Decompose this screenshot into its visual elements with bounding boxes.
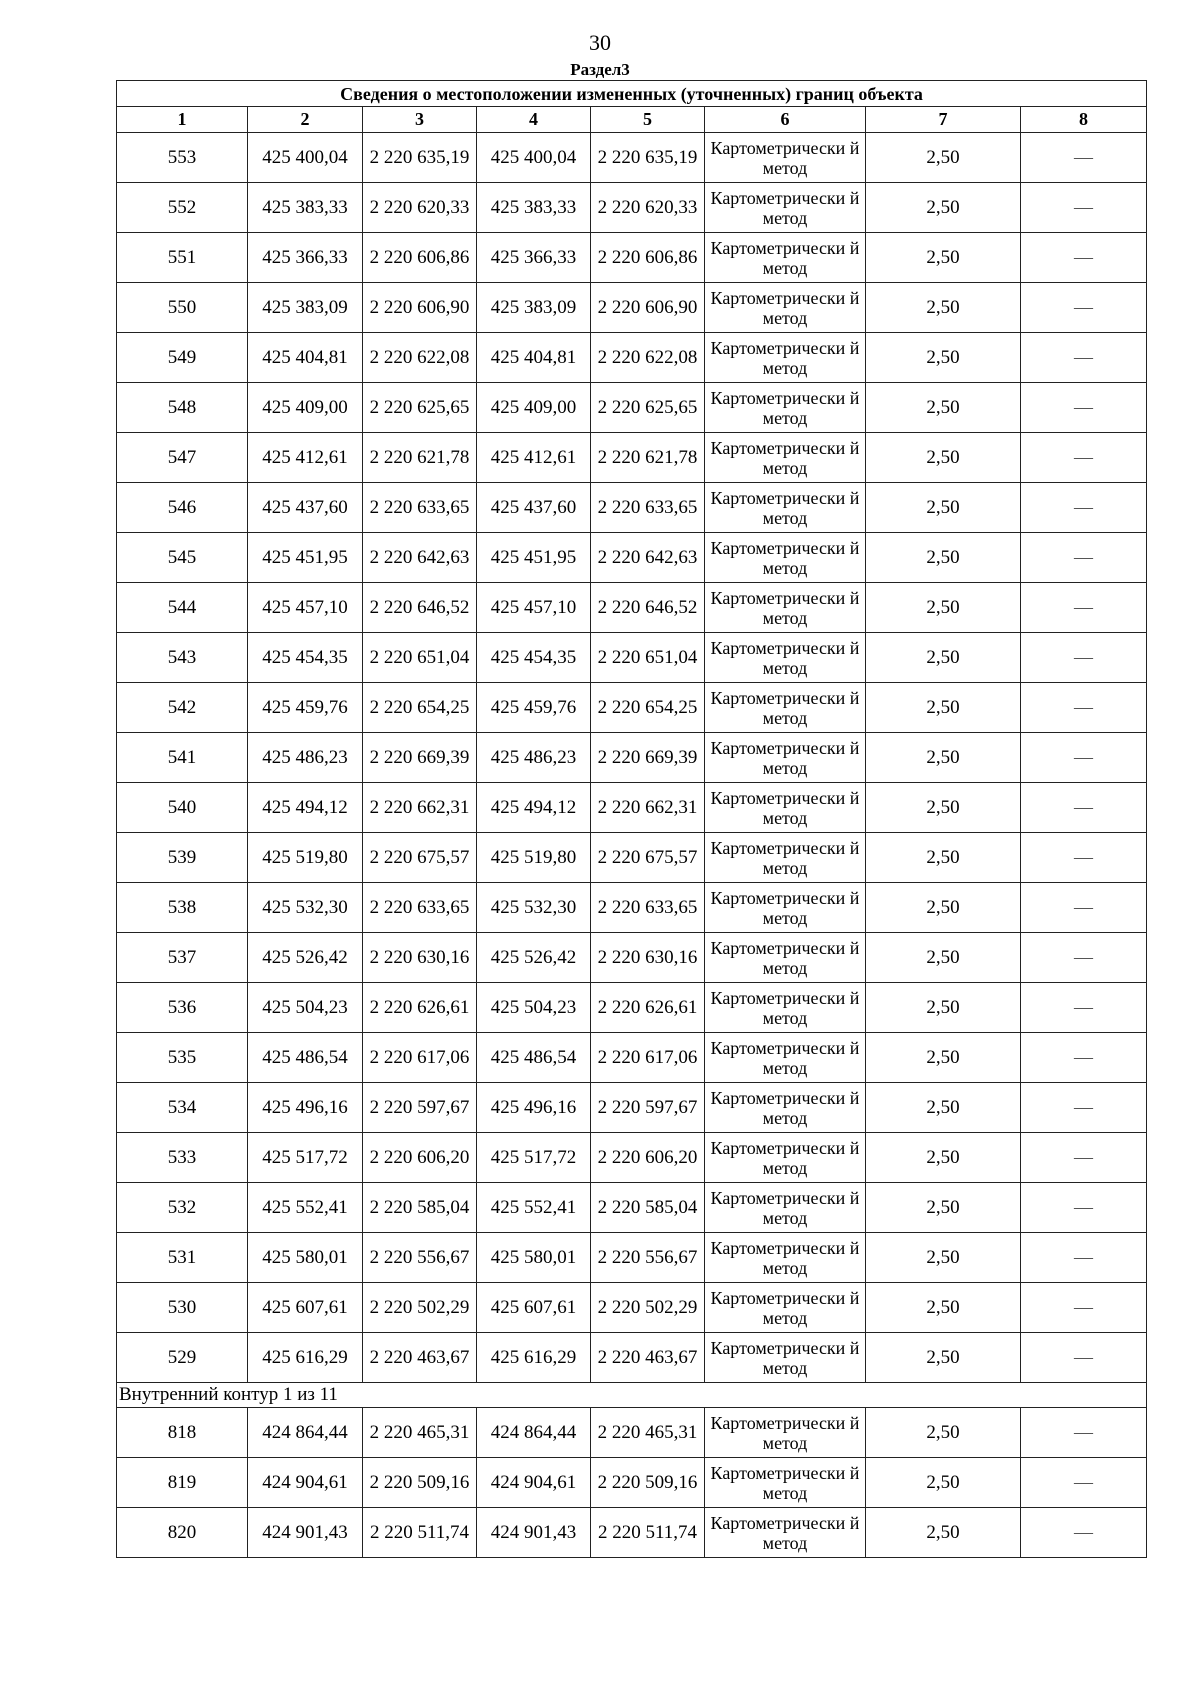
- method-cell: Картометрически й метод: [705, 683, 866, 733]
- table-row: [117, 933, 1147, 983]
- y-existing-cell: 2 220 630,16: [363, 933, 477, 983]
- precision-cell: 2,50: [866, 583, 1021, 633]
- y-existing-cell: 2 220 675,57: [363, 833, 477, 883]
- column-header-4: 4: [477, 107, 591, 133]
- method-cell: Картометрически й метод: [705, 833, 866, 883]
- x-refined-cell: 425 526,42: [477, 933, 591, 983]
- table-row: [117, 1033, 1147, 1083]
- method-cell: Картометрически й метод: [705, 1333, 866, 1383]
- point-number-cell: 548: [117, 383, 248, 433]
- y-refined-cell: 2 220 585,04: [591, 1183, 705, 1233]
- method-cell: Картометрически й метод: [705, 1408, 866, 1458]
- x-refined-cell: 425 486,23: [477, 733, 591, 783]
- y-existing-cell: 2 220 669,39: [363, 733, 477, 783]
- page-number: 30: [589, 30, 611, 55]
- method-cell: Картометрически й метод: [705, 583, 866, 633]
- note-cell: —: [1021, 1333, 1147, 1383]
- x-existing-cell: 425 457,10: [248, 583, 363, 633]
- y-refined-cell: 2 220 642,63: [591, 533, 705, 583]
- y-refined-cell: 2 220 606,20: [591, 1133, 705, 1183]
- point-number-cell: 552: [117, 183, 248, 233]
- point-number-cell: 549: [117, 333, 248, 383]
- y-refined-cell: 2 220 617,06: [591, 1033, 705, 1083]
- table-row: [117, 733, 1147, 783]
- point-number-cell: 538: [117, 883, 248, 933]
- method-cell: Картометрически й метод: [705, 933, 866, 983]
- note-cell: —: [1021, 233, 1147, 283]
- note-cell: —: [1021, 1033, 1147, 1083]
- y-refined-cell: 2 220 630,16: [591, 933, 705, 983]
- table-row: [117, 133, 1147, 183]
- point-number-cell: 542: [117, 683, 248, 733]
- note-cell: —: [1021, 1183, 1147, 1233]
- x-existing-cell: 425 496,16: [248, 1083, 363, 1133]
- x-existing-cell: 425 404,81: [248, 333, 363, 383]
- precision-cell: 2,50: [866, 1033, 1021, 1083]
- method-cell: Картометрически й метод: [705, 533, 866, 583]
- precision-cell: 2,50: [866, 433, 1021, 483]
- contour-label: Внутренний контур 1 из 11: [117, 1383, 1147, 1408]
- method-cell: Картометрически й метод: [705, 233, 866, 283]
- note-cell: —: [1021, 633, 1147, 683]
- x-refined-cell: 425 486,54: [477, 1033, 591, 1083]
- x-existing-cell: 425 409,00: [248, 383, 363, 433]
- x-existing-cell: 425 366,33: [248, 233, 363, 283]
- note-cell: —: [1021, 1133, 1147, 1183]
- point-number-cell: 539: [117, 833, 248, 883]
- table-caption: Сведения о местоположении измененных (уточненных) границ объекта: [117, 81, 1147, 107]
- precision-cell: 2,50: [866, 1133, 1021, 1183]
- table-row: [117, 783, 1147, 833]
- table-row: [117, 1283, 1147, 1333]
- y-existing-cell: 2 220 597,67: [363, 1083, 477, 1133]
- column-header-3: 3: [363, 107, 477, 133]
- y-existing-cell: 2 220 606,20: [363, 1133, 477, 1183]
- precision-cell: 2,50: [866, 233, 1021, 283]
- x-refined-cell: 424 904,61: [477, 1458, 591, 1508]
- method-cell: Картометрически й метод: [705, 1033, 866, 1083]
- y-existing-cell: 2 220 463,67: [363, 1333, 477, 1383]
- y-refined-cell: 2 220 556,67: [591, 1233, 705, 1283]
- note-cell: —: [1021, 433, 1147, 483]
- point-number-cell: 534: [117, 1083, 248, 1133]
- method-cell: Картометрически й метод: [705, 183, 866, 233]
- table-row: [117, 1333, 1147, 1383]
- note-cell: —: [1021, 983, 1147, 1033]
- x-existing-cell: 425 486,54: [248, 1033, 363, 1083]
- note-cell: —: [1021, 133, 1147, 183]
- note-cell: —: [1021, 833, 1147, 883]
- x-existing-cell: 425 486,23: [248, 733, 363, 783]
- method-cell: Картометрически й метод: [705, 1183, 866, 1233]
- precision-cell: 2,50: [866, 633, 1021, 683]
- precision-cell: 2,50: [866, 833, 1021, 883]
- y-refined-cell: 2 220 597,67: [591, 1083, 705, 1133]
- point-number-cell: 819: [117, 1458, 248, 1508]
- note-cell: —: [1021, 783, 1147, 833]
- y-existing-cell: 2 220 606,86: [363, 233, 477, 283]
- table-row: [117, 1233, 1147, 1283]
- column-header-5: 5: [591, 107, 705, 133]
- note-cell: —: [1021, 1233, 1147, 1283]
- table-row: [117, 233, 1147, 283]
- y-existing-cell: 2 220 617,06: [363, 1033, 477, 1083]
- method-cell: Картометрически й метод: [705, 783, 866, 833]
- x-existing-cell: 425 552,41: [248, 1183, 363, 1233]
- column-header-1: 1: [117, 107, 248, 133]
- y-existing-cell: 2 220 622,08: [363, 333, 477, 383]
- x-refined-cell: 425 400,04: [477, 133, 591, 183]
- y-refined-cell: 2 220 675,57: [591, 833, 705, 883]
- x-refined-cell: 425 437,60: [477, 483, 591, 533]
- note-cell: —: [1021, 383, 1147, 433]
- point-number-cell: 544: [117, 583, 248, 633]
- column-number-row: [117, 107, 1147, 133]
- x-refined-cell: 425 519,80: [477, 833, 591, 883]
- method-cell: Картометрически й метод: [705, 1283, 866, 1333]
- note-cell: —: [1021, 1283, 1147, 1333]
- y-existing-cell: 2 220 633,65: [363, 883, 477, 933]
- x-existing-cell: 425 607,61: [248, 1283, 363, 1333]
- method-cell: Картометрически й метод: [705, 733, 866, 783]
- note-cell: —: [1021, 883, 1147, 933]
- x-refined-cell: 425 412,61: [477, 433, 591, 483]
- x-refined-cell: 425 457,10: [477, 583, 591, 633]
- method-cell: Картометрически й метод: [705, 1458, 866, 1508]
- x-refined-cell: 425 552,41: [477, 1183, 591, 1233]
- section-title: Раздел3: [570, 60, 630, 79]
- x-refined-cell: 424 901,43: [477, 1508, 591, 1558]
- table-row: [117, 283, 1147, 333]
- x-refined-cell: 425 459,76: [477, 683, 591, 733]
- table-row: [117, 883, 1147, 933]
- x-existing-cell: 425 494,12: [248, 783, 363, 833]
- point-number-cell: 551: [117, 233, 248, 283]
- note-cell: —: [1021, 583, 1147, 633]
- y-refined-cell: 2 220 606,86: [591, 233, 705, 283]
- method-cell: Картометрически й метод: [705, 1133, 866, 1183]
- point-number-cell: 540: [117, 783, 248, 833]
- x-existing-cell: 425 517,72: [248, 1133, 363, 1183]
- point-number-cell: 820: [117, 1508, 248, 1558]
- precision-cell: 2,50: [866, 333, 1021, 383]
- point-number-cell: 543: [117, 633, 248, 683]
- note-cell: —: [1021, 1508, 1147, 1558]
- y-existing-cell: 2 220 651,04: [363, 633, 477, 683]
- x-refined-cell: 425 383,09: [477, 283, 591, 333]
- y-refined-cell: 2 220 621,78: [591, 433, 705, 483]
- precision-cell: 2,50: [866, 183, 1021, 233]
- precision-cell: 2,50: [866, 983, 1021, 1033]
- point-number-cell: 537: [117, 933, 248, 983]
- x-refined-cell: 425 409,00: [477, 383, 591, 433]
- y-existing-cell: 2 220 626,61: [363, 983, 477, 1033]
- table-row: [117, 333, 1147, 383]
- point-number-cell: 553: [117, 133, 248, 183]
- table-row: [117, 533, 1147, 583]
- y-existing-cell: 2 220 642,63: [363, 533, 477, 583]
- y-existing-cell: 2 220 585,04: [363, 1183, 477, 1233]
- y-existing-cell: 2 220 620,33: [363, 183, 477, 233]
- table-row: [117, 483, 1147, 533]
- x-refined-cell: 425 404,81: [477, 333, 591, 383]
- method-cell: Картометрически й метод: [705, 283, 866, 333]
- y-refined-cell: 2 220 633,65: [591, 483, 705, 533]
- y-refined-cell: 2 220 646,52: [591, 583, 705, 633]
- y-existing-cell: 2 220 556,67: [363, 1233, 477, 1283]
- point-number-cell: 546: [117, 483, 248, 533]
- method-cell: Картометрически й метод: [705, 133, 866, 183]
- y-existing-cell: 2 220 635,19: [363, 133, 477, 183]
- x-existing-cell: 425 383,33: [248, 183, 363, 233]
- y-existing-cell: 2 220 606,90: [363, 283, 477, 333]
- x-existing-cell: 425 532,30: [248, 883, 363, 933]
- method-cell: Картометрически й метод: [705, 1233, 866, 1283]
- boundary-points-table: [116, 80, 1147, 1558]
- y-existing-cell: 2 220 502,29: [363, 1283, 477, 1333]
- table-row: [117, 433, 1147, 483]
- table-row: [117, 833, 1147, 883]
- table-row: [117, 1083, 1147, 1133]
- method-cell: Картометрически й метод: [705, 983, 866, 1033]
- y-existing-cell: 2 220 662,31: [363, 783, 477, 833]
- note-cell: —: [1021, 1458, 1147, 1508]
- x-refined-cell: 425 383,33: [477, 183, 591, 233]
- y-refined-cell: 2 220 625,65: [591, 383, 705, 433]
- y-refined-cell: 2 220 662,31: [591, 783, 705, 833]
- y-existing-cell: 2 220 621,78: [363, 433, 477, 483]
- note-cell: —: [1021, 533, 1147, 583]
- note-cell: —: [1021, 333, 1147, 383]
- x-refined-cell: 425 532,30: [477, 883, 591, 933]
- x-refined-cell: 424 864,44: [477, 1408, 591, 1458]
- method-cell: Картометрически й метод: [705, 383, 866, 433]
- note-cell: —: [1021, 183, 1147, 233]
- x-existing-cell: 425 459,76: [248, 683, 363, 733]
- point-number-cell: 541: [117, 733, 248, 783]
- x-existing-cell: 424 901,43: [248, 1508, 363, 1558]
- point-number-cell: 532: [117, 1183, 248, 1233]
- x-refined-cell: 425 580,01: [477, 1233, 591, 1283]
- precision-cell: 2,50: [866, 683, 1021, 733]
- x-existing-cell: 424 904,61: [248, 1458, 363, 1508]
- x-refined-cell: 425 517,72: [477, 1133, 591, 1183]
- table-body: [117, 133, 1147, 1558]
- point-number-cell: 529: [117, 1333, 248, 1383]
- x-existing-cell: 425 437,60: [248, 483, 363, 533]
- y-refined-cell: 2 220 651,04: [591, 633, 705, 683]
- note-cell: —: [1021, 1083, 1147, 1133]
- y-existing-cell: 2 220 625,65: [363, 383, 477, 433]
- precision-cell: 2,50: [866, 133, 1021, 183]
- point-number-cell: 531: [117, 1233, 248, 1283]
- x-existing-cell: 425 412,61: [248, 433, 363, 483]
- point-number-cell: 547: [117, 433, 248, 483]
- x-refined-cell: 425 504,23: [477, 983, 591, 1033]
- point-number-cell: 545: [117, 533, 248, 583]
- point-number-cell: 535: [117, 1033, 248, 1083]
- method-cell: Картометрически й метод: [705, 1083, 866, 1133]
- y-refined-cell: 2 220 669,39: [591, 733, 705, 783]
- note-cell: —: [1021, 283, 1147, 333]
- contour-header-row: [117, 1383, 1147, 1408]
- precision-cell: 2,50: [866, 383, 1021, 433]
- precision-cell: 2,50: [866, 883, 1021, 933]
- y-refined-cell: 2 220 654,25: [591, 683, 705, 733]
- method-cell: Картометрически й метод: [705, 483, 866, 533]
- table-row: [117, 183, 1147, 233]
- column-header-6: 6: [705, 107, 866, 133]
- x-refined-cell: 425 616,29: [477, 1333, 591, 1383]
- precision-cell: 2,50: [866, 1233, 1021, 1283]
- y-refined-cell: 2 220 620,33: [591, 183, 705, 233]
- y-refined-cell: 2 220 502,29: [591, 1283, 705, 1333]
- table-row: [117, 383, 1147, 433]
- column-header-2: 2: [248, 107, 363, 133]
- table-row: [117, 1408, 1147, 1458]
- precision-cell: 2,50: [866, 1283, 1021, 1333]
- x-existing-cell: 425 504,23: [248, 983, 363, 1033]
- method-cell: Картометрически й метод: [705, 433, 866, 483]
- y-existing-cell: 2 220 509,16: [363, 1458, 477, 1508]
- table-row: [117, 583, 1147, 633]
- x-refined-cell: 425 607,61: [477, 1283, 591, 1333]
- point-number-cell: 533: [117, 1133, 248, 1183]
- precision-cell: 2,50: [866, 533, 1021, 583]
- method-cell: Картометрически й метод: [705, 633, 866, 683]
- y-refined-cell: 2 220 465,31: [591, 1408, 705, 1458]
- table-row: [117, 633, 1147, 683]
- note-cell: —: [1021, 933, 1147, 983]
- table-row: [117, 683, 1147, 733]
- x-refined-cell: 425 494,12: [477, 783, 591, 833]
- x-refined-cell: 425 366,33: [477, 233, 591, 283]
- x-refined-cell: 425 454,35: [477, 633, 591, 683]
- y-existing-cell: 2 220 511,74: [363, 1508, 477, 1558]
- y-existing-cell: 2 220 465,31: [363, 1408, 477, 1458]
- x-existing-cell: 425 400,04: [248, 133, 363, 183]
- y-refined-cell: 2 220 626,61: [591, 983, 705, 1033]
- y-existing-cell: 2 220 646,52: [363, 583, 477, 633]
- table-row: [117, 1508, 1147, 1558]
- column-header-8: 8: [1021, 107, 1147, 133]
- y-refined-cell: 2 220 633,65: [591, 883, 705, 933]
- x-existing-cell: 425 580,01: [248, 1233, 363, 1283]
- x-refined-cell: 425 496,16: [477, 1083, 591, 1133]
- table-row: [117, 1458, 1147, 1508]
- note-cell: —: [1021, 483, 1147, 533]
- precision-cell: 2,50: [866, 1408, 1021, 1458]
- precision-cell: 2,50: [866, 483, 1021, 533]
- note-cell: —: [1021, 1408, 1147, 1458]
- precision-cell: 2,50: [866, 1333, 1021, 1383]
- precision-cell: 2,50: [866, 1083, 1021, 1133]
- point-number-cell: 550: [117, 283, 248, 333]
- method-cell: Картометрически й метод: [705, 333, 866, 383]
- x-existing-cell: 425 526,42: [248, 933, 363, 983]
- note-cell: —: [1021, 683, 1147, 733]
- x-existing-cell: 425 454,35: [248, 633, 363, 683]
- x-existing-cell: 425 616,29: [248, 1333, 363, 1383]
- y-refined-cell: 2 220 635,19: [591, 133, 705, 183]
- x-refined-cell: 425 451,95: [477, 533, 591, 583]
- table-row: [117, 983, 1147, 1033]
- x-existing-cell: 425 519,80: [248, 833, 363, 883]
- x-existing-cell: 425 451,95: [248, 533, 363, 583]
- y-refined-cell: 2 220 463,67: [591, 1333, 705, 1383]
- y-existing-cell: 2 220 633,65: [363, 483, 477, 533]
- precision-cell: 2,50: [866, 1183, 1021, 1233]
- point-number-cell: 530: [117, 1283, 248, 1333]
- x-existing-cell: 425 383,09: [248, 283, 363, 333]
- table-row: [117, 1183, 1147, 1233]
- precision-cell: 2,50: [866, 283, 1021, 333]
- x-existing-cell: 424 864,44: [248, 1408, 363, 1458]
- method-cell: Картометрически й метод: [705, 1508, 866, 1558]
- note-cell: —: [1021, 733, 1147, 783]
- y-refined-cell: 2 220 622,08: [591, 333, 705, 383]
- precision-cell: 2,50: [866, 1458, 1021, 1508]
- y-refined-cell: 2 220 606,90: [591, 283, 705, 333]
- method-cell: Картометрически й метод: [705, 883, 866, 933]
- precision-cell: 2,50: [866, 783, 1021, 833]
- point-number-cell: 536: [117, 983, 248, 1033]
- column-header-7: 7: [866, 107, 1021, 133]
- y-refined-cell: 2 220 511,74: [591, 1508, 705, 1558]
- precision-cell: 2,50: [866, 733, 1021, 783]
- precision-cell: 2,50: [866, 1508, 1021, 1558]
- table-row: [117, 1133, 1147, 1183]
- y-refined-cell: 2 220 509,16: [591, 1458, 705, 1508]
- precision-cell: 2,50: [866, 933, 1021, 983]
- point-number-cell: 818: [117, 1408, 248, 1458]
- y-existing-cell: 2 220 654,25: [363, 683, 477, 733]
